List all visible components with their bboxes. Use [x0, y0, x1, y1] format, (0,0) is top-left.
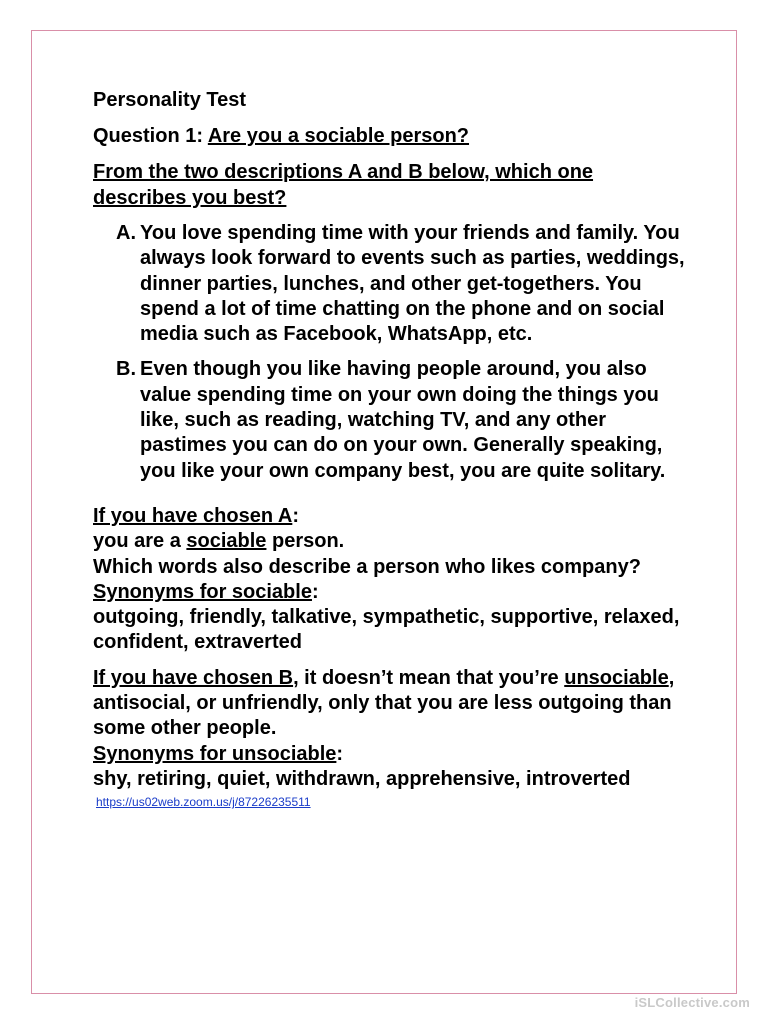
question-text: Are you a sociable person? — [207, 125, 470, 147]
site-watermark: iSLCollective.com — [634, 995, 750, 1010]
option-text: Even though you like having people around, you also value spending time on your own doing the things you like, such as reading, watching TV, and any other pastimes you can do on your own. Generally speaking, you like your own company best, you are quite solitary. — [140, 358, 666, 482]
section-b-paragraph — [93, 667, 674, 740]
option-text: You love spending time with your friends and family. You always look forward to events such as parties, weddings, dinner parties, lunches, and other get-togethers. You spend a lot of time chatting on the phone and on social media such as Facebook, WhatsApp, etc. — [140, 222, 685, 346]
sociable-keyword: sociable — [186, 530, 267, 553]
option-b — [116, 357, 686, 483]
synonyms-sociable-list: outgoing, friendly, talkative, sympathetic, supportive, relaxed, confident, extraverted — [93, 606, 680, 654]
synonyms-sociable-heading: Synonyms for sociable — [93, 580, 312, 603]
synonyms-sociable-suffix: : — [311, 580, 319, 603]
section-a-question: Which words also describe a person who likes company? — [93, 555, 641, 578]
section-b-synonyms-heading-line — [93, 742, 693, 767]
section-a — [93, 504, 693, 656]
section-a-synonyms-heading-line — [93, 580, 693, 605]
question-heading — [93, 123, 693, 149]
section-a-statement — [93, 529, 693, 554]
options-list — [93, 221, 693, 484]
option-letter: B. — [116, 358, 136, 381]
question-prefix: Question 1: — [93, 125, 208, 147]
section-a-heading: If you have chosen A — [93, 504, 293, 527]
worksheet-content — [93, 87, 693, 810]
option-a — [116, 221, 686, 347]
option-letter: A. — [116, 222, 136, 244]
section-b — [93, 666, 693, 792]
synonyms-unsociable-suffix: : — [336, 742, 344, 765]
section-b-heading-suffix: , it doesn’t mean that you’re — [293, 666, 559, 689]
synonyms-unsociable-heading: Synonyms for unsociable — [93, 742, 337, 765]
section-b-heading: If you have chosen B — [93, 666, 294, 689]
section-a-heading-suffix: : — [292, 504, 299, 527]
section-a-statement-prefix: you are a — [93, 530, 187, 553]
section-a-heading-line — [93, 504, 693, 529]
section-b-text: , antisocial, or unfriendly, only that you are less outgoing than some other people. — [93, 666, 675, 740]
zoom-meeting-link[interactable]: https://us02web.zoom.us/j/87226235511 — [96, 795, 311, 810]
instruction-text: From the two descriptions A and B below, which one describes you best? — [93, 161, 594, 209]
unsociable-keyword: unsociable — [564, 666, 669, 689]
section-a-statement-suffix: person. — [266, 530, 345, 553]
synonyms-unsociable-list: shy, retiring, quiet, withdrawn, apprehensive, introverted — [93, 767, 631, 790]
page-title: Personality Test — [93, 89, 247, 111]
